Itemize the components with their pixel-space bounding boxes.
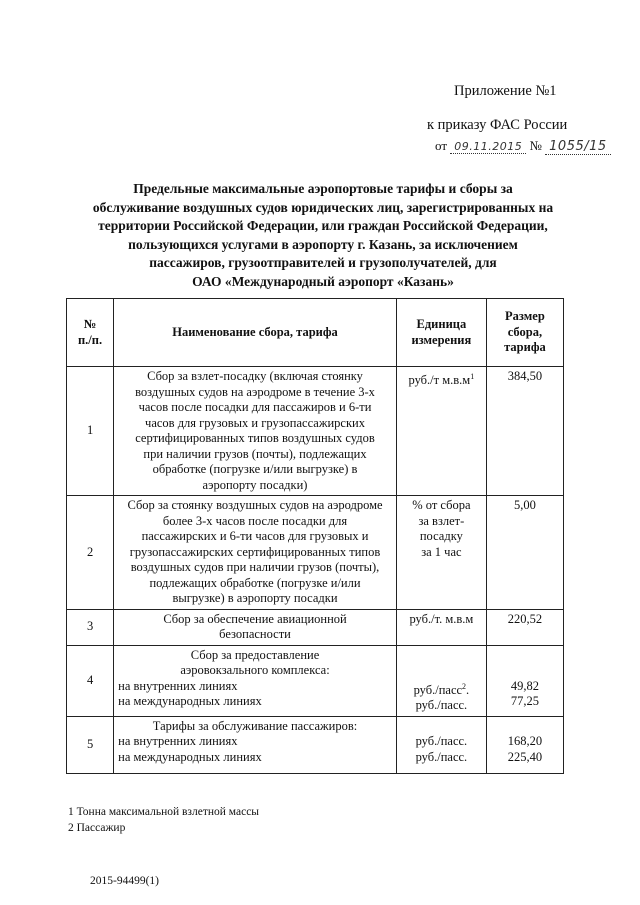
fee-unit: руб./пасс. руб./пасс. <box>396 716 486 774</box>
row-number: 1 <box>67 367 114 496</box>
title-line: Предельные максимальные аэропортовые тарифы и сборы за <box>133 181 513 196</box>
title-line: территории Российской Федерации, или граждан Российской Федерации, <box>98 218 548 233</box>
fee-unit: руб./пасс$^2$. руб./пасс. <box>396 645 486 716</box>
fee-value: 220,52 <box>486 609 563 645</box>
fee-name: Сбор за обеспечение авиационной безопасности <box>114 609 397 645</box>
fee-name: Сбор за стоянку воздушных судов на аэродроме более 3-х часов после посадки для пассажирских и 6-ти часов для грузовых и грузопассажирских сертифицированных типов воздушных судов при наличии грузов (почты), подлежащих обработке (погрузке и/или выгрузке) в аэропорту посадки <box>114 496 397 610</box>
row-number: 5 <box>67 716 114 774</box>
document-id: 2015-94499(1) <box>90 875 159 887</box>
table-row <box>67 496 564 610</box>
fee-unit: % от сбора за взлет- посадку за 1 час <box>396 496 486 610</box>
handwritten-number: 1055/15 <box>545 139 611 155</box>
document-title <box>60 180 586 291</box>
footnote-2: 2 Пассажир <box>68 822 126 834</box>
header-unit: Единица измерения <box>396 299 486 367</box>
fee-name: Тарифы за обслуживание пассажиров: на внутренних линиях на международных линиях <box>114 716 397 774</box>
fee-name: Сбор за предоставление аэровокзального комплекса: на внутренних линиях на международных линиях <box>114 645 397 716</box>
header-num: № п./п. <box>67 299 114 367</box>
fee-unit: руб./т. м.в.м <box>396 609 486 645</box>
order-reference: к приказу ФАС России <box>427 117 568 133</box>
header-value: Размер сбора, тарифа <box>486 299 563 367</box>
title-line: обслуживание воздушных судов юридических лиц, зарегистрированных на <box>92 199 554 215</box>
handwritten-date: 09.11.2015 <box>450 140 526 154</box>
annex-label: Приложение №1 <box>454 83 557 99</box>
fee-value: 49,82 77,25 <box>486 645 563 716</box>
tariffs-table <box>66 298 564 774</box>
fee-name: Сбор за взлет-посадку (включая стоянку воздушных судов на аэродроме в течение 3-х часов после посадки для пассажиров и 6-ти часов для грузовых и грузопассажирских сертифицированных типов воздушных судов при наличии грузов (почты), подлежащих обработке (погрузке и/или выгрузке) в аэропорту посадки) <box>114 367 397 496</box>
title-line: ОАО «Международный аэропорт «Казань» <box>192 273 454 289</box>
table-row <box>67 609 564 645</box>
table-row <box>67 367 564 496</box>
header-name: Наименование сбора, тарифа <box>114 299 397 367</box>
row-number: 2 <box>67 496 114 610</box>
number-prefix: № <box>529 138 542 153</box>
fee-value: 168,20 225,40 <box>486 716 563 774</box>
row-number: 3 <box>67 609 114 645</box>
fee-value: 5,00 <box>486 496 563 610</box>
table-row <box>67 645 564 716</box>
fee-unit: руб./т $м.в.м^1$ <box>396 367 486 496</box>
title-line: пассажиров, грузоотправителей и грузополучателей, для <box>149 255 497 270</box>
order-date-line <box>435 138 611 154</box>
title-line: пользующихся услугами в аэропорту г. Казань, за исключением <box>128 236 518 252</box>
row-number: 4 <box>67 645 114 716</box>
table-row <box>67 716 564 774</box>
footnote-1: 1 Тонна максимальной взлетной массы <box>68 806 260 818</box>
date-prefix: от <box>435 138 448 153</box>
fee-value: 384,50 <box>486 367 563 496</box>
table-header-row <box>67 299 564 367</box>
